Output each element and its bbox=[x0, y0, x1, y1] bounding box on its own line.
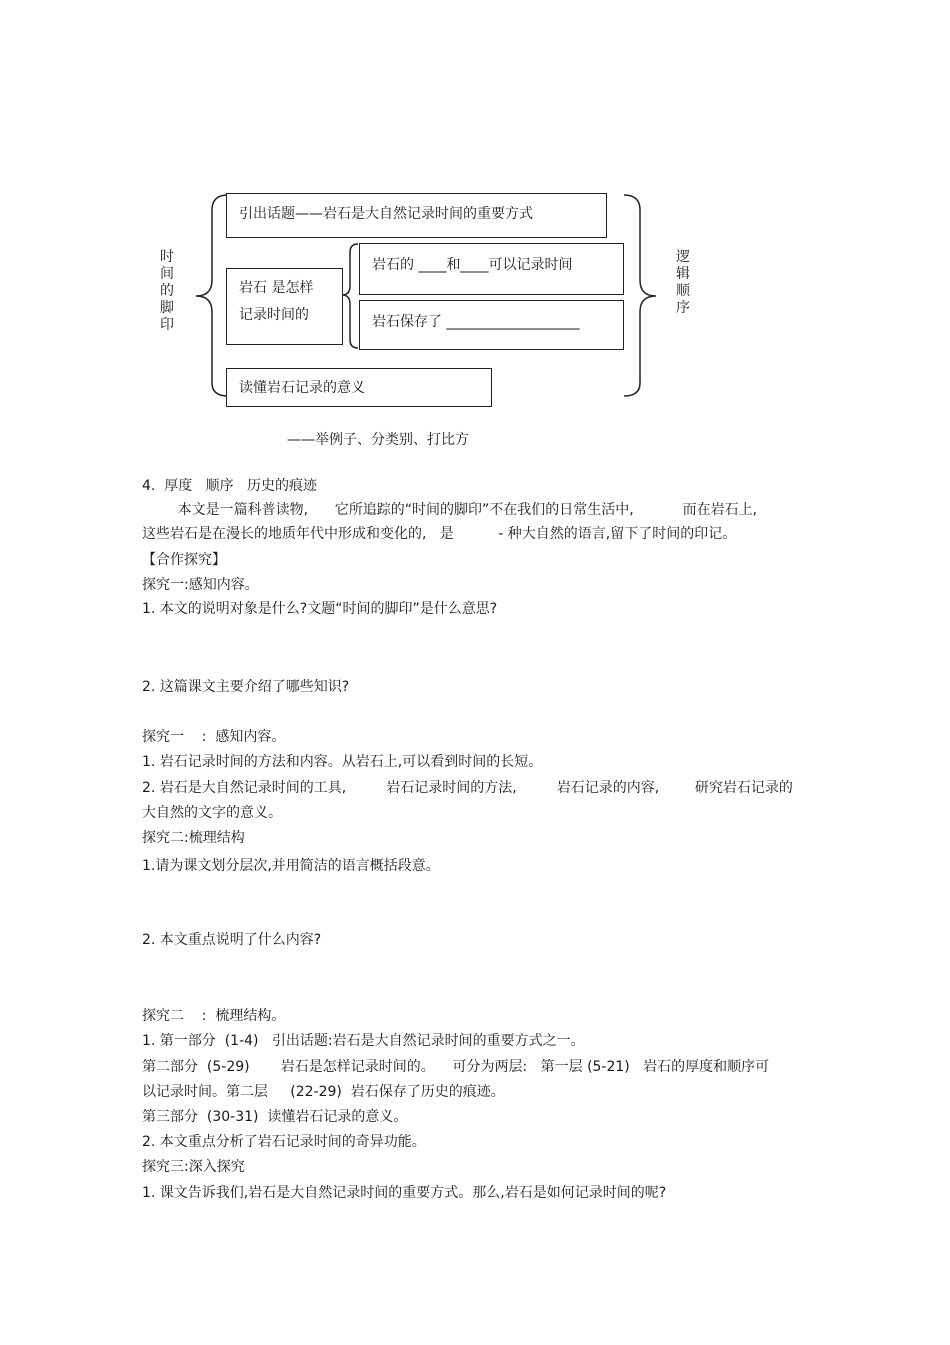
inquiry-one-heading: 探究一:感知内容。 bbox=[142, 577, 259, 593]
section-heading-cooperative: 【合作探究】 bbox=[142, 552, 226, 568]
inquiry-three-question-1: 1. 课文告诉我们,岩石是大自然记录时间的重要方式。那么,岩石是如何记录时间的呢? bbox=[142, 1185, 667, 1201]
left-vertical-label: 时间的脚印 bbox=[160, 249, 174, 333]
inquiry-three-heading: 探究三:深入探究 bbox=[142, 1159, 245, 1175]
inquiry-two-answer-part2: 第二部分 (5-29) 岩石是怎样记录时间的。 可分为两层: 第一层 (5-21) 岩石的厚度和顺序可 bbox=[142, 1059, 770, 1075]
right-brace bbox=[624, 195, 656, 396]
left-brace bbox=[196, 195, 228, 396]
inquiry-two-answer-part3: 第三部分 (30-31) 读懂岩石记录的意义。 bbox=[142, 1109, 408, 1125]
inquiry-two-question-1: 1.请为课文划分层次,并用简洁的语言概括段意。 bbox=[142, 858, 440, 874]
meaning-box bbox=[226, 368, 492, 407]
right-vertical-label: 逻辑顺序 bbox=[676, 249, 690, 316]
summary-line-2: 这些岩石是在漫长的地质年代中形成和变化的, 是 - 种大自然的语言,留下了时间的印记。 bbox=[142, 526, 737, 542]
sub-box-history bbox=[359, 300, 624, 350]
inquiry-two-answer-part2-cont: 以记录时间。第二层 (22-29) 岩石保存了历史的痕迹。 bbox=[142, 1084, 505, 1100]
inquiry-one-answer-2: 2. 岩石是大自然记录时间的工具, 岩石记录时间的方法, 岩石记录的内容, 研究岩石记录的 bbox=[142, 780, 793, 796]
inquiry-two-question-2: 2. 本文重点说明了什么内容? bbox=[142, 932, 322, 948]
answer-line-4: 4. 厚度 顺序 历史的痕迹 bbox=[142, 478, 317, 494]
sub-box-thickness-order bbox=[359, 243, 624, 295]
inquiry-one-question-2: 2. 这篇课文主要介绍了哪些知识? bbox=[142, 679, 350, 695]
inquiry-two-heading: 探究二:梳理结构 bbox=[142, 830, 245, 846]
inquiry-two-answer-1: 1. 第一部分 (1-4) 引出话题:岩石是大自然记录时间的重要方式之一。 bbox=[142, 1033, 585, 1049]
inquiry-two-answer-2: 2. 本文重点分析了岩石记录时间的奇异功能。 bbox=[142, 1134, 426, 1150]
sub-box-history-text: 岩石保存了 ___________________ bbox=[372, 314, 580, 330]
intro-box-text: 引出话题——岩石是大自然记录时间的重要方式 bbox=[239, 206, 533, 222]
intro-box bbox=[226, 193, 607, 238]
meaning-box-text: 读懂岩石记录的意义 bbox=[239, 380, 365, 396]
how-box bbox=[226, 268, 343, 345]
how-box-line1: 岩石 是怎样 bbox=[239, 280, 314, 296]
summary-line-1: 本文是一篇科普读物, 它所追踪的“时间的脚印”不在我们的日常生活中, 而在岩石上, bbox=[142, 502, 758, 518]
inquiry-one-answer-1: 1. 岩石记录时间的方法和内容。从岩石上,可以看到时间的长短。 bbox=[142, 754, 543, 770]
how-box-line2: 记录时间的 bbox=[239, 307, 309, 323]
inner-brace bbox=[342, 244, 358, 348]
methods-caption: ——举例子、分类别、打比方 bbox=[287, 432, 469, 448]
sub-box-thickness-order-text: 岩石的 ____和____可以记录时间 bbox=[372, 257, 573, 273]
inquiry-one-answer-heading: 探究一 : 感知内容。 bbox=[142, 729, 286, 745]
inquiry-two-answer-heading: 探究二 : 梳理结构。 bbox=[142, 1008, 286, 1024]
inquiry-one-question-1: 1. 本文的说明对象是什么?文题“时间的脚印”是什么意思? bbox=[142, 601, 498, 617]
inquiry-one-answer-2-cont: 大自然的文字的意义。 bbox=[142, 805, 282, 821]
